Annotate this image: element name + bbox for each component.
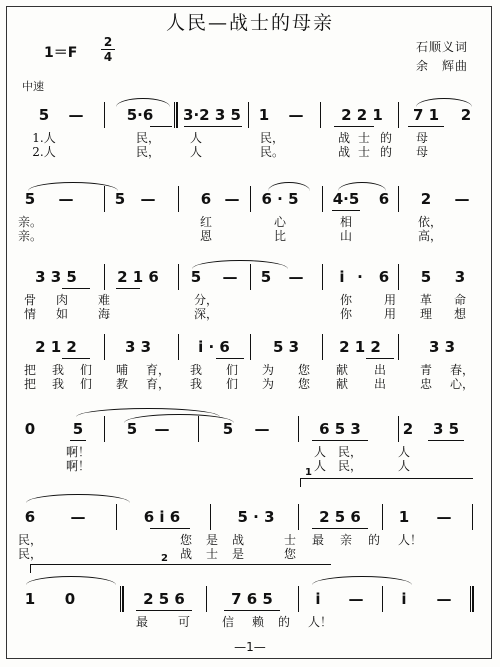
repeat-barline [120, 586, 124, 612]
lyric: 的 [379, 131, 393, 145]
lyric: 育， [145, 363, 171, 377]
lyric: 们 [79, 377, 93, 391]
lyric: 人 [189, 145, 203, 159]
beam [70, 440, 86, 441]
lyric: 民， [17, 547, 43, 561]
note: 5 [38, 106, 50, 124]
note: i [315, 590, 321, 608]
note: 5 [72, 420, 84, 438]
lyric: 骨 [23, 293, 37, 307]
time-signature-top: 2 [103, 35, 113, 49]
beam [366, 358, 394, 359]
lyric: 你 [339, 293, 353, 307]
lyric: 人 [313, 459, 327, 473]
lyric: 想 [453, 307, 467, 321]
note: 5 [222, 420, 234, 438]
lyric: 难 [97, 293, 111, 307]
lyric: 命 [453, 293, 467, 307]
lyric: 人 [397, 445, 411, 459]
note-group: 7 6 5 [231, 590, 273, 608]
lyric: 啊！ [65, 459, 91, 473]
lyric: 红 [199, 215, 213, 229]
lyric: 的 [277, 615, 291, 629]
lyric: 心， [449, 377, 475, 391]
lyric: 您 [297, 363, 311, 377]
lyric: 肉 [55, 293, 69, 307]
note-group: 3 3 [428, 338, 456, 356]
beam [62, 288, 90, 289]
note: 6 [200, 190, 212, 208]
lyric: 我 [51, 363, 65, 377]
barline [398, 186, 399, 212]
note-dash: — [436, 590, 452, 608]
lyric: 人 [313, 445, 327, 459]
lyric: 革 [419, 293, 433, 307]
note-group: 2 2 1 [341, 106, 383, 124]
lyric: 民， [135, 145, 161, 159]
beam [116, 288, 140, 289]
lyric: 士 [357, 131, 371, 145]
lyric: 如 [55, 307, 69, 321]
lyric: 高， [417, 229, 443, 243]
note: 5 [24, 190, 36, 208]
final-barline [470, 586, 474, 612]
note-dash: — [68, 106, 84, 124]
note: 5 [260, 268, 272, 286]
note: 5 [190, 268, 202, 286]
song-title: 人民—战士的母亲 [165, 12, 334, 34]
note-group: 6 · 5 [261, 190, 299, 208]
note: 5 [114, 190, 126, 208]
barline [322, 334, 323, 360]
lyric: 教 [115, 377, 129, 391]
barline [178, 186, 179, 212]
page-number: —1— [234, 640, 266, 654]
note-group: 5·6 [126, 106, 154, 124]
lyric: 依， [417, 215, 443, 229]
lyric: 最 [135, 615, 149, 629]
lyric: 我 [51, 377, 65, 391]
barline [472, 504, 473, 530]
lyric: 哺 [115, 363, 129, 377]
lyric: 把 [23, 363, 37, 377]
note-dash: — [58, 190, 74, 208]
note: 2 [460, 106, 472, 124]
note-group: 2 5 6 [319, 508, 361, 526]
time-signature-bottom: 4 [103, 50, 113, 64]
barline [248, 102, 249, 128]
lyric: 们 [225, 377, 239, 391]
second-ending-bracket [30, 553, 331, 573]
lyric: 可 [177, 615, 191, 629]
note: 1 [398, 508, 410, 526]
barline [116, 504, 117, 530]
note-dash: — [154, 420, 170, 438]
note: 6 [378, 190, 390, 208]
lyric: 分， [193, 293, 219, 307]
beam [62, 358, 90, 359]
barline [104, 334, 105, 360]
lyric: 您 [283, 547, 297, 561]
note: 6 [378, 268, 390, 286]
barline [382, 586, 383, 612]
lyric: 士 [205, 547, 219, 561]
note: 2 [402, 420, 414, 438]
note-group: 2 1 6 [117, 268, 159, 286]
lyric: 献 [335, 363, 349, 377]
note-group: i · 6 [198, 338, 230, 356]
note: i [339, 268, 345, 286]
lyric: 比 [273, 229, 287, 243]
note-group: 3 3 5 [35, 268, 77, 286]
beam [334, 126, 374, 127]
lyric: 青 [419, 363, 433, 377]
lyric: 相 [339, 215, 353, 229]
barline [398, 102, 399, 128]
beam [136, 610, 192, 611]
lyric: 是 [231, 547, 245, 561]
barline [206, 586, 207, 612]
lyric: 民， [135, 131, 161, 145]
lyric: 母 [415, 145, 429, 159]
score-system-3 [0, 268, 500, 338]
lyric: 士 [283, 533, 297, 547]
lyric: 们 [79, 363, 93, 377]
score-system-2 [0, 190, 500, 260]
note-group: 7 1 [412, 106, 440, 124]
dot: · [357, 268, 363, 286]
note: 5 [126, 420, 138, 438]
lyric: 人！ [307, 615, 333, 629]
note-group: 3 5 [432, 420, 460, 438]
barline [104, 102, 105, 128]
barline [178, 264, 179, 290]
lyric: 最 [311, 533, 325, 547]
rest: 0 [64, 590, 76, 608]
lyric: 我 [189, 363, 203, 377]
lyric: 理 [419, 307, 433, 321]
note: 1 [24, 590, 36, 608]
key-signature: 1＝F [44, 45, 78, 61]
note-group: 3 3 [124, 338, 152, 356]
lyric: 是 [205, 533, 219, 547]
lyric: 您 [297, 377, 311, 391]
lyric: 用 [383, 307, 397, 321]
note-group: 3·2 3 5 [183, 106, 241, 124]
note-dash: — [254, 420, 270, 438]
beam [312, 440, 368, 441]
lyric: 出 [373, 363, 387, 377]
beam [216, 358, 244, 359]
note-dash: — [140, 190, 156, 208]
note-group: 2 5 6 [143, 590, 185, 608]
barline [320, 102, 321, 128]
first-ending-bracket [300, 467, 473, 487]
note: 2 [420, 190, 432, 208]
note-dash: — [348, 590, 364, 608]
lyric: 士 [357, 145, 371, 159]
lyric: 民， [337, 445, 363, 459]
beam [150, 528, 190, 529]
barline [104, 416, 105, 442]
barline [250, 186, 251, 212]
barline [250, 334, 251, 360]
lyric: 忠 [419, 377, 433, 391]
lyric: 啊！ [65, 445, 91, 459]
lyric: 2.人 [32, 145, 56, 159]
barline [322, 186, 323, 212]
beam [312, 528, 368, 529]
note: 3 [454, 268, 466, 286]
note-dash: — [222, 268, 238, 286]
beam [150, 126, 172, 127]
lyric: 民， [259, 131, 285, 145]
note-group: 5 3 [272, 338, 300, 356]
note-dash: — [224, 190, 240, 208]
lyric: 亲。 [17, 229, 43, 243]
barline [298, 416, 299, 442]
note-dash: — [288, 106, 304, 124]
note-dash: — [436, 508, 452, 526]
barline [398, 264, 399, 290]
barline [322, 264, 323, 290]
rest: 0 [24, 420, 36, 438]
note-dash: — [454, 190, 470, 208]
score-system-5 [0, 420, 500, 490]
beam [224, 610, 280, 611]
lyric: 出 [373, 377, 387, 391]
lyric: 情 [23, 307, 37, 321]
note: 6 [24, 508, 36, 526]
note: i [401, 590, 407, 608]
lyric: 人 [397, 459, 411, 473]
lyric: 赖 [251, 615, 265, 629]
lyric: 民。 [259, 145, 285, 159]
lyric: 我 [189, 377, 203, 391]
barline [382, 504, 383, 530]
note-group: 2 1 2 [339, 338, 381, 356]
lyric: 战 [337, 145, 351, 159]
lyric: 为 [261, 363, 275, 377]
note-group: 6 i 6 [143, 508, 181, 526]
lyric: 春， [449, 363, 475, 377]
lyric: 为 [261, 377, 275, 391]
barline [178, 334, 179, 360]
beam [408, 126, 444, 127]
lyric: 山 [339, 229, 353, 243]
lyric: 民， [17, 533, 43, 547]
barline [398, 334, 399, 360]
note-group: 2 1 2 [35, 338, 77, 356]
lyric: 1.人 [32, 131, 56, 145]
second-ending-number: 2 [161, 553, 168, 564]
lyric: 恩 [199, 229, 213, 243]
lyric: 的 [379, 145, 393, 159]
lyric: 战 [337, 131, 351, 145]
lyric: 深， [193, 307, 219, 321]
lyric: 战 [231, 533, 245, 547]
lyric: 信 [221, 615, 235, 629]
note: 1 [258, 106, 270, 124]
lyricist-credit: 石顺义词 [415, 40, 468, 54]
lyric: 海 [97, 307, 111, 321]
barline [298, 504, 299, 530]
beam [184, 126, 242, 127]
lyric: 心 [273, 215, 287, 229]
lyric: 您 [179, 533, 193, 547]
time-signature [101, 36, 115, 63]
lyric: 们 [225, 363, 239, 377]
repeat-barline [174, 102, 178, 128]
lyric: 母 [415, 131, 429, 145]
barline [298, 586, 299, 612]
note-dash: — [288, 268, 304, 286]
composer-credit: 余 辉曲 [415, 59, 468, 73]
score-system-1 [0, 106, 500, 176]
lyric: 人 [189, 131, 203, 145]
lyric: 亲 [339, 533, 353, 547]
lyric: 亲。 [17, 215, 43, 229]
lyric: 你 [339, 307, 353, 321]
note: 5 [420, 268, 432, 286]
note-group: 5 · 3 [237, 508, 275, 526]
lyric: 的 [367, 533, 381, 547]
lyric: 献 [335, 377, 349, 391]
lyric: 人！ [397, 533, 423, 547]
note-dash: — [70, 508, 86, 526]
barline [210, 504, 211, 530]
tempo-marking: 中速 [22, 80, 44, 93]
lyric: 把 [23, 377, 37, 391]
first-ending-number: 1 [305, 467, 312, 478]
beam [332, 210, 360, 211]
score-system-4 [0, 338, 500, 408]
note-group: 4·5 [332, 190, 360, 208]
lyric: 战 [179, 547, 193, 561]
beam [428, 440, 464, 441]
lyric: 育， [145, 377, 171, 391]
lyric: 用 [383, 293, 397, 307]
note-group: 6 5 3 [319, 420, 361, 438]
lyric: 民， [337, 459, 363, 473]
